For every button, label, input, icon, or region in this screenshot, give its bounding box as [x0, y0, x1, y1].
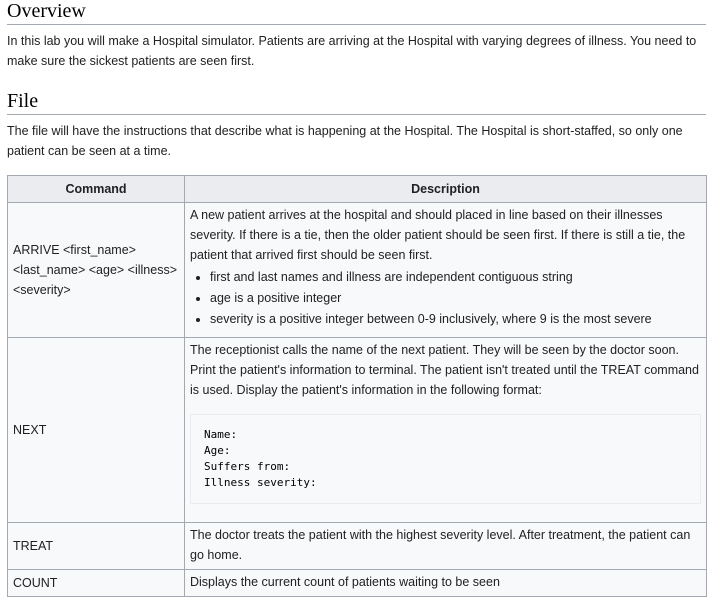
table-row — [8, 338, 707, 523]
file-paragraph: The file will have the instructions that describe what is happening at the Hospital. The Hospital is short-staffed, so only one patient can be seen at a time. — [7, 124, 683, 158]
treat-description: The doctor treats the patient with the highest severity level. After treatment, the patient can go home. — [185, 523, 707, 570]
output-format-code-block: Name: Age: Suffers from: Illness severity: — [190, 414, 701, 504]
overview-heading: Overview — [7, 0, 706, 25]
file-heading: File — [7, 90, 706, 115]
list-item: • first and last names and illness are independent contiguous string — [210, 267, 701, 287]
table-row — [8, 570, 707, 597]
description-column-header: Description — [185, 176, 707, 203]
list-item: • age is a positive integer — [210, 288, 701, 308]
treat-command: TREAT — [8, 523, 185, 570]
arrive-bullet-list — [190, 267, 701, 329]
arrive-description-cell — [185, 203, 707, 338]
table-header-row — [8, 176, 707, 203]
count-command: COUNT — [8, 570, 185, 597]
commands-table — [7, 175, 707, 597]
command-column-header: Command — [8, 176, 185, 203]
arrive-command: ARRIVE <first_name> <last_name> <age> <illness> <severity> — [8, 203, 185, 338]
list-item: • severity is a positive integer between 0-9 inclusively, where 9 is the most severe — [210, 309, 701, 329]
arrive-description: A new patient arrives at the hospital and should placed in line based on their illnesses severity. If there is a tie, then the older patient should be seen first. If there is still a tie, the patient that arrived first should be seen first. — [190, 208, 686, 262]
count-description: Displays the current count of patients waiting to be seen — [185, 570, 707, 597]
overview-paragraph: In this lab you will make a Hospital simulator. Patients are arriving at the Hospital with varying degrees of illness. You need to make sure the sickest patients are seen first. — [7, 34, 697, 68]
table-row — [8, 203, 707, 338]
next-description-cell — [185, 338, 707, 523]
next-description: The receptionist calls the name of the next patient. They will be seen by the doctor soon. Print the patient's information to terminal. The patient isn't treated until the TREAT command is used. Display the patient's information in the following format: — [190, 343, 699, 397]
next-command: NEXT — [8, 338, 185, 523]
table-row — [8, 523, 707, 570]
